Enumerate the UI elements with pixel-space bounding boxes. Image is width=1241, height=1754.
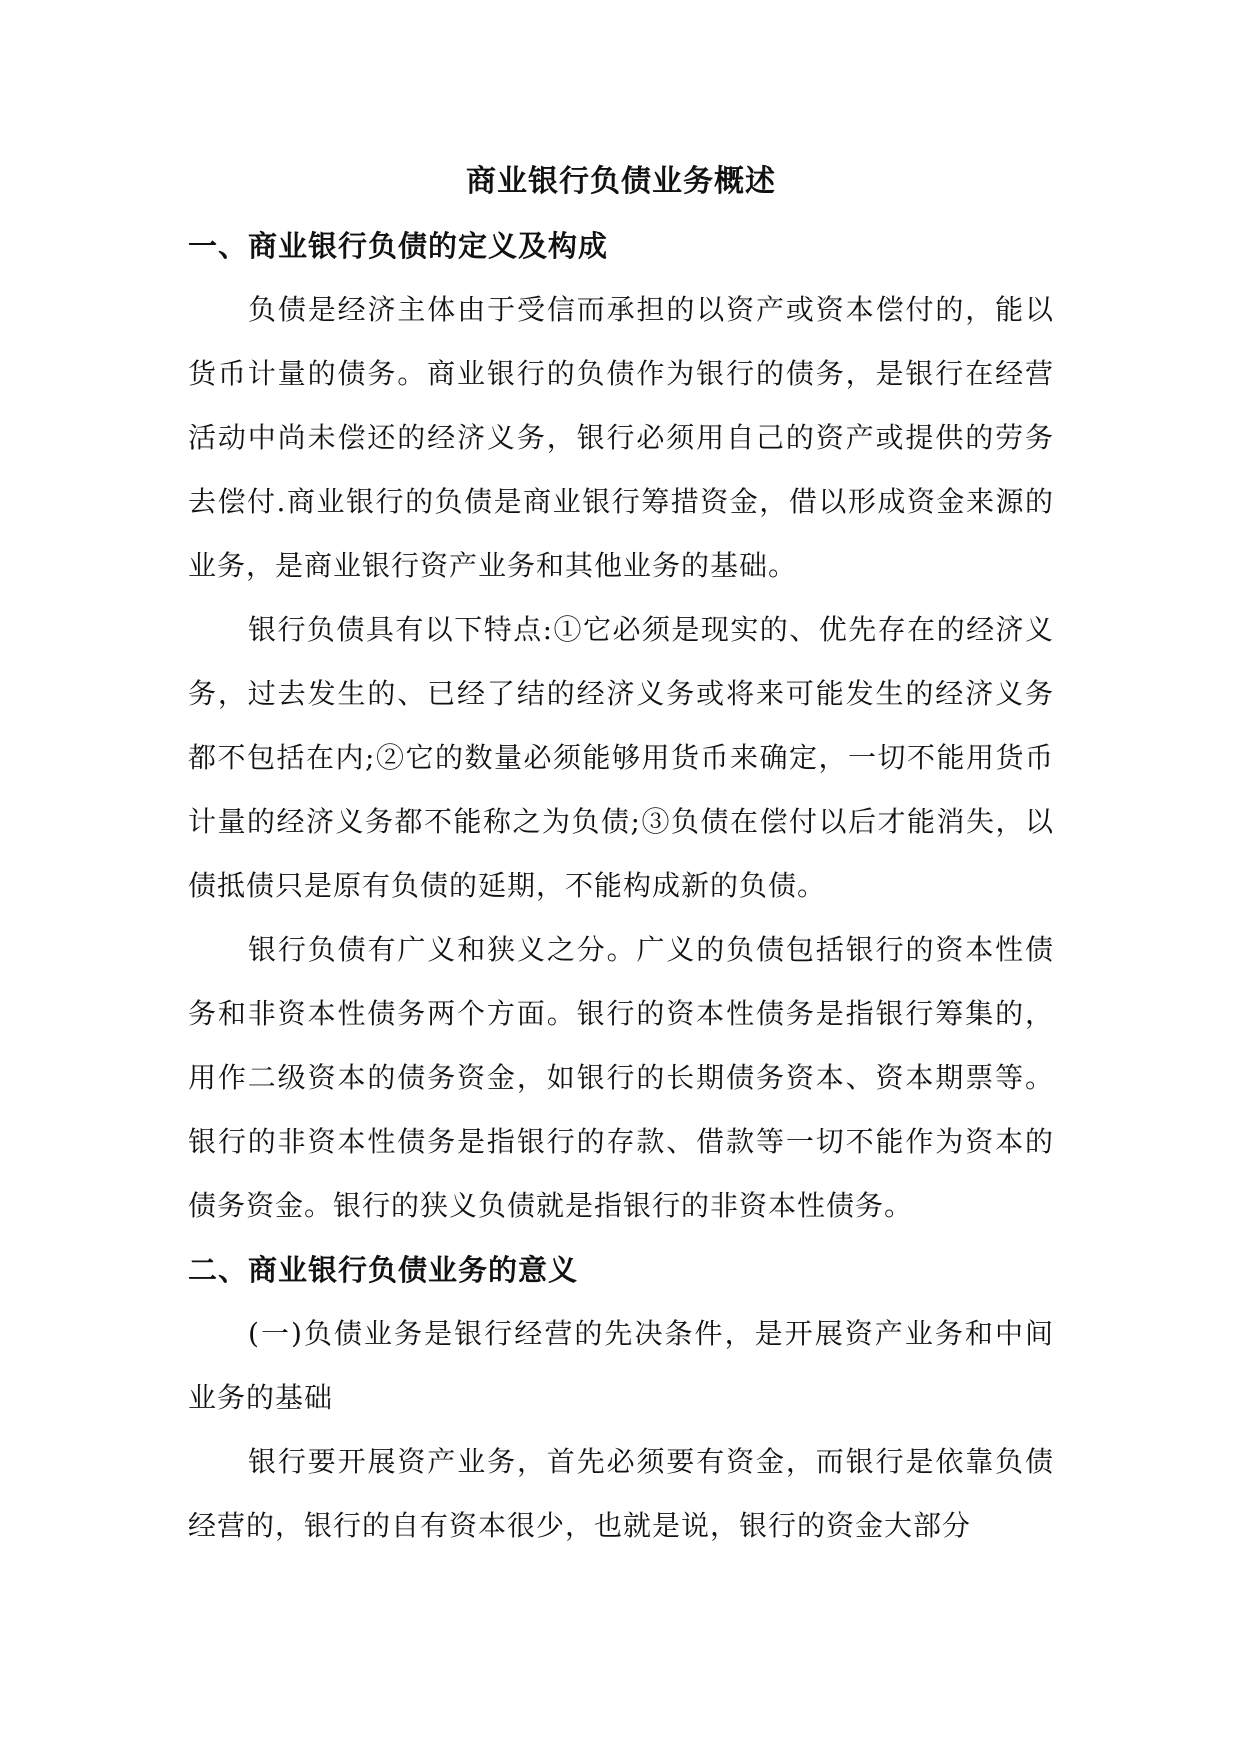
document-title: 商业银行负债业务概述	[466, 164, 776, 199]
document-page	[188, 150, 1054, 1558]
paragraph-definition: 负债是经济主体由于受信而承担的以资产或资本偿付的，能以货币计量的债务。商业银行的负债作为银行的债务，是银行在经营活动中尚未偿还的经济义务，银行必须用自己的资产或提供的劳务去偿付.商业银行的负债是商业银行筹措资金，借以形成资金来源的业务，是商业银行资产业务和其他业务的基础。	[188, 293, 1054, 582]
paragraph-broad-narrow: 银行负债有广义和狭义之分。广义的负债包括银行的资本性债务和非资本性债务两个方面。银行的资本性债务是指银行筹集的，用作二级资本的债务资金，如银行的长期债务资本、资本期票等。银行的非资本性债务是指银行的存款、借款等一切不能作为资本的债务资金。银行的狭义负债就是指银行的非资本性债务。	[188, 933, 1054, 1222]
paragraph-subheading-1: (一)负债业务是银行经营的先决条件，是开展资产业务和中间业务的基础	[188, 1317, 1054, 1414]
paragraph-characteristics: 银行负债具有以下特点:①它必须是现实的、优先存在的经济义务，过去发生的、已经了结的经济义务或将来可能发生的经济义务都不包括在内;②它的数量必须能够用货币来确定，一切不能用货币计量的经济义务都不能称之为负债;③负债在偿付以后才能消失，以债抵债只是原有负债的延期，不能构成新的负债。	[188, 613, 1054, 902]
section-heading-1: 一、商业银行负债的定义及构成	[188, 229, 609, 263]
section-heading-2: 二、商业银行负债业务的意义	[188, 1253, 579, 1287]
paragraph-asset-business: 银行要开展资产业务，首先必须要有资金，而银行是依靠负债经营的，银行的自有资本很少，也就是说，银行的资金大部分	[188, 1445, 1054, 1542]
